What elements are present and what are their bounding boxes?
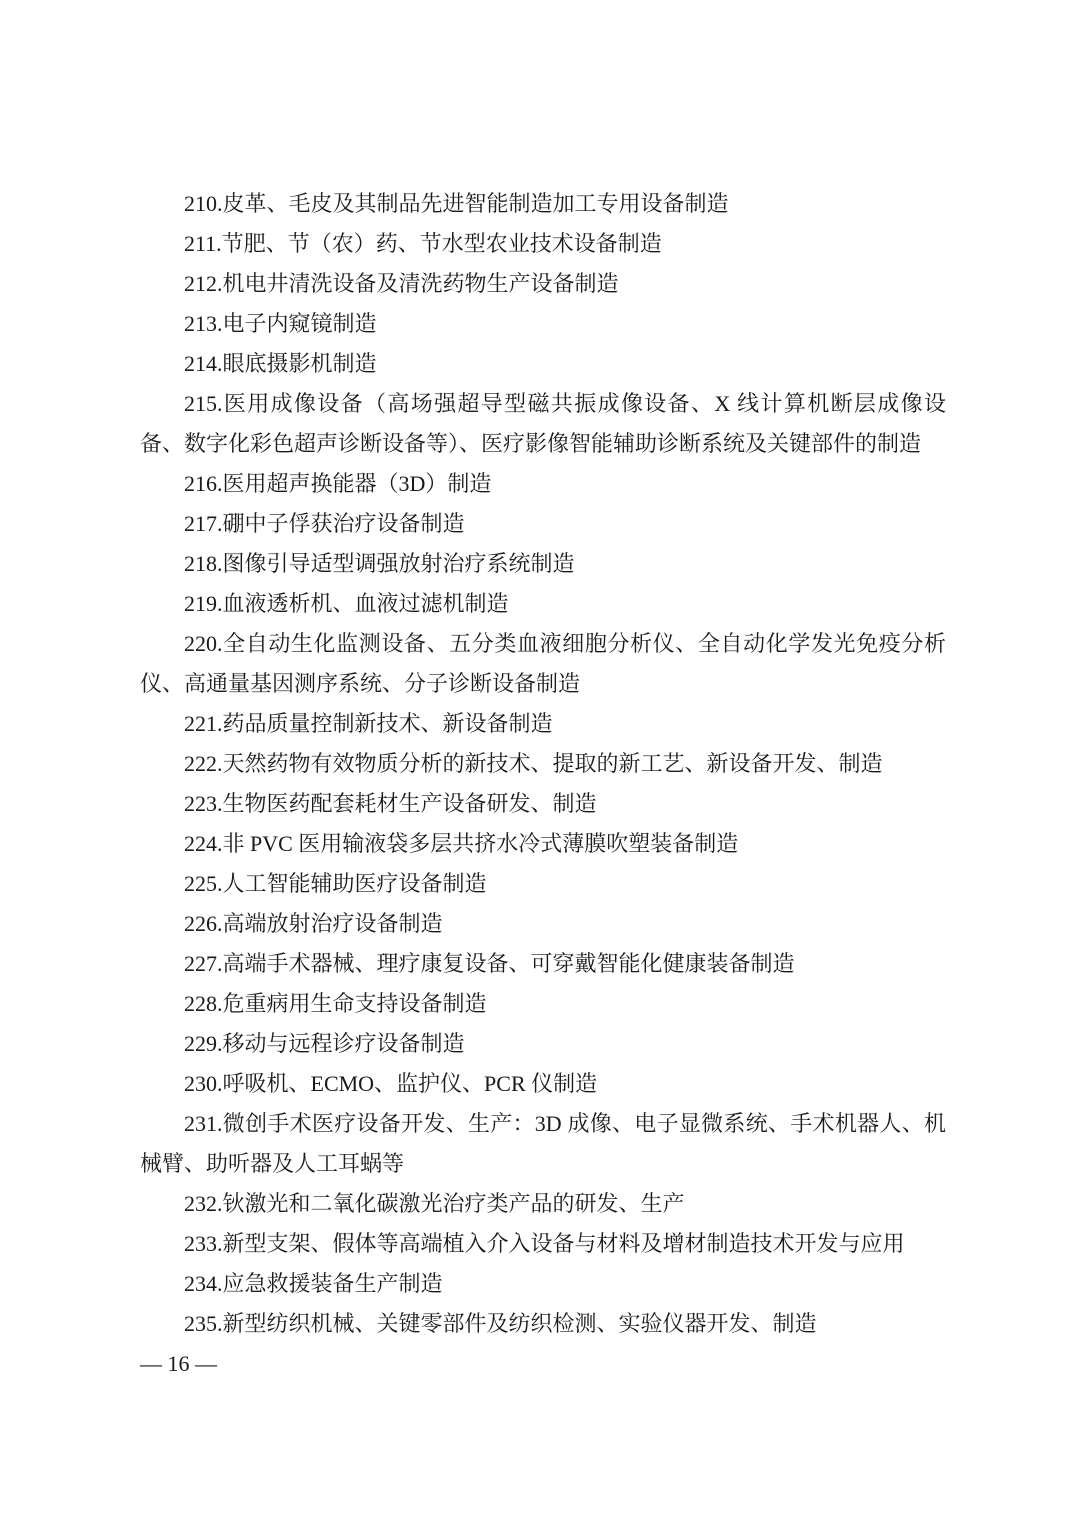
item-text: 皮革、毛皮及其制品先进智能制造加工专用设备制造 <box>222 191 729 216</box>
item-text: 高端手术器械、理疗康复设备、可穿戴智能化健康装备制造 <box>222 951 795 976</box>
item-text: 新型支架、假体等高端植入介入设备与材料及增材制造技术开发与应用 <box>222 1231 905 1256</box>
item-number: 228. <box>184 991 223 1016</box>
item-text: 节肥、节（农）药、节水型农业技术设备制造 <box>221 231 662 256</box>
list-item <box>140 1304 946 1344</box>
item-text: 血液透析机、血液过滤机制造 <box>222 591 509 616</box>
item-number: 214. <box>184 351 223 376</box>
list-item <box>140 384 946 464</box>
item-number: 213. <box>184 311 223 336</box>
item-number: 224. <box>184 831 223 856</box>
list-item <box>140 224 946 264</box>
list-item <box>140 464 946 504</box>
list-item <box>140 744 946 784</box>
item-text: 应急救援装备生产制造 <box>222 1271 443 1296</box>
item-text: 全自动生化监测设备、五分类血液细胞分析仪、全自动化学发光免疫分析仪、高通量基因测序系统、分子诊断设备制造 <box>140 631 946 696</box>
item-text: 呼吸机、ECMO、监护仪、PCR 仪制造 <box>222 1071 598 1096</box>
list-item <box>140 784 946 824</box>
list-item <box>140 904 946 944</box>
list-item <box>140 544 946 584</box>
list-item <box>140 1264 946 1304</box>
list-item <box>140 184 946 224</box>
item-text: 电子内窥镜制造 <box>222 311 377 336</box>
list-item <box>140 1104 946 1184</box>
item-number: 231. <box>184 1111 223 1136</box>
item-number: 220. <box>184 631 223 656</box>
page-number: — 16 — <box>140 1351 217 1376</box>
item-text: 医用成像设备（高场强超导型磁共振成像设备、X 线计算机断层成像设备、数字化彩色超声诊断设备等）、医疗影像智能辅助诊断系统及关键部件的制造 <box>140 391 946 456</box>
list-item <box>140 1224 946 1264</box>
item-text: 微创手术医疗设备开发、生产：3D 成像、电子显微系统、手术机器人、机械臂、助听器及人工耳蜗等 <box>140 1111 946 1176</box>
item-text: 药品质量控制新技术、新设备制造 <box>222 711 553 736</box>
list-item <box>140 984 946 1024</box>
item-number: 223. <box>184 791 223 816</box>
item-number: 221. <box>184 711 223 736</box>
item-text: 医用超声换能器（3D）制造 <box>222 471 492 496</box>
list-item <box>140 304 946 344</box>
item-number: 219. <box>184 591 223 616</box>
item-number: 216. <box>184 471 223 496</box>
item-number: 235. <box>184 1311 223 1336</box>
list-item <box>140 1024 946 1064</box>
item-text: 危重病用生命支持设备制造 <box>222 991 487 1016</box>
item-number: 232. <box>184 1191 223 1216</box>
list-item <box>140 264 946 304</box>
list-item <box>140 1064 946 1104</box>
item-number: 222. <box>184 751 223 776</box>
item-number: 233. <box>184 1231 223 1256</box>
list-item <box>140 624 946 704</box>
item-text: 天然药物有效物质分析的新技术、提取的新工艺、新设备开发、制造 <box>222 751 883 776</box>
item-number: 217. <box>184 511 223 536</box>
item-number: 212. <box>184 271 223 296</box>
list-item <box>140 704 946 744</box>
list-item <box>140 824 946 864</box>
item-number: 225. <box>184 871 223 896</box>
item-text: 人工智能辅助医疗设备制造 <box>222 871 487 896</box>
item-number: 234. <box>184 1271 223 1296</box>
item-text: 图像引导适型调强放射治疗系统制造 <box>222 551 575 576</box>
item-number: 226. <box>184 911 223 936</box>
item-text: 非 PVC 医用输液袋多层共挤水冷式薄膜吹塑装备制造 <box>222 831 739 856</box>
list-items-container <box>140 184 946 1344</box>
list-item <box>140 864 946 904</box>
item-text: 新型纺织机械、关键零部件及纺织检测、实验仪器开发、制造 <box>222 1311 817 1336</box>
item-number: 210. <box>184 191 223 216</box>
item-number: 215. <box>184 391 223 416</box>
item-text: 机电井清洗设备及清洗药物生产设备制造 <box>222 271 619 296</box>
list-item <box>140 504 946 544</box>
item-number: 229. <box>184 1031 223 1056</box>
item-text: 生物医药配套耗材生产设备研发、制造 <box>222 791 597 816</box>
item-number: 230. <box>184 1071 223 1096</box>
item-text: 移动与远程诊疗设备制造 <box>222 1031 465 1056</box>
list-item <box>140 944 946 984</box>
item-text: 钬激光和二氧化碳激光治疗类产品的研发、生产 <box>222 1191 685 1216</box>
item-text: 高端放射治疗设备制造 <box>222 911 443 936</box>
item-number: 211. <box>184 231 222 256</box>
list-item <box>140 344 946 384</box>
list-item <box>140 584 946 624</box>
item-text: 眼底摄影机制造 <box>222 351 377 376</box>
list-item <box>140 1184 946 1224</box>
item-number: 218. <box>184 551 223 576</box>
item-number: 227. <box>184 951 223 976</box>
item-text: 硼中子俘获治疗设备制造 <box>222 511 465 536</box>
